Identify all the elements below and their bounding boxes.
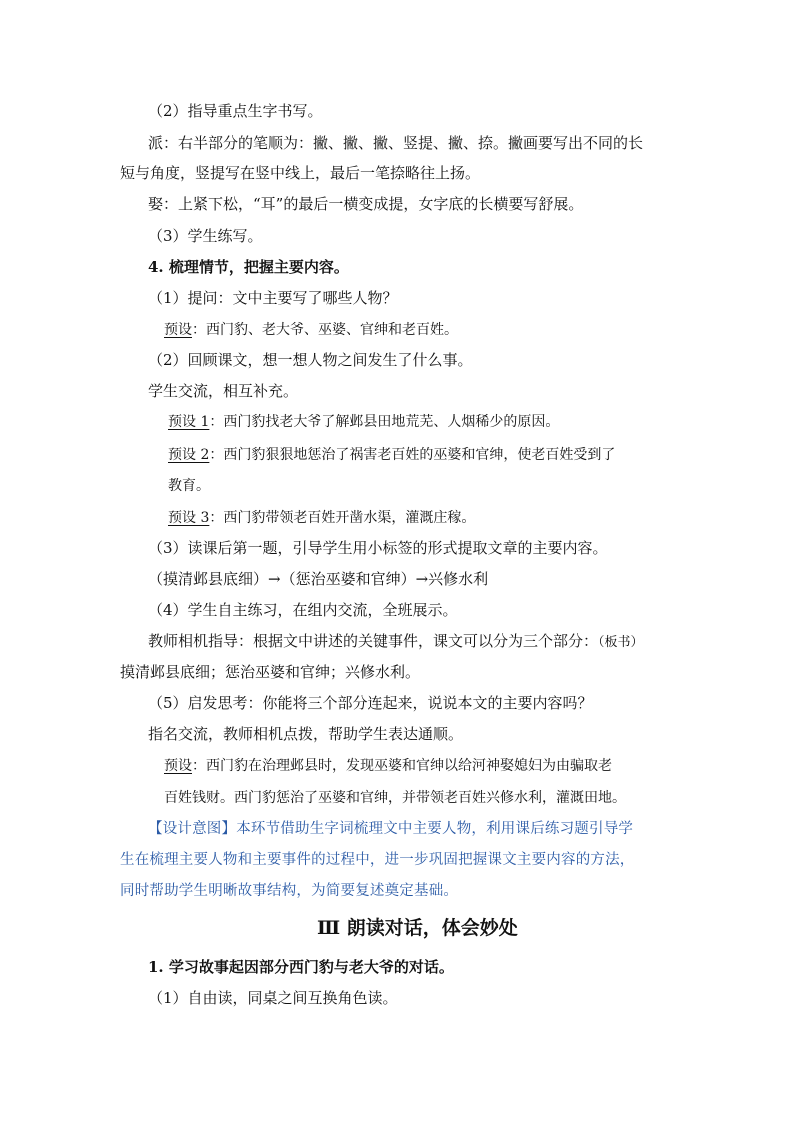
- text-line: （2）指导重点生字书写。: [148, 102, 323, 120]
- preset-line: [168, 412, 559, 432]
- text-line: 娶：上紧下松，“耳”的最后一横变成提，女字底的长横要写舒展。: [148, 195, 584, 213]
- text-line: （5）启发思考：你能将三个部分连起来，说说本文的主要内容吗？: [148, 694, 593, 712]
- preset-label: 预设 3: [168, 510, 210, 526]
- step-number: 1.: [148, 958, 164, 976]
- preset-line: [164, 320, 458, 340]
- step-title: 学习故事起因部分西门豹与老大爷的对话。: [168, 958, 454, 976]
- preset-text: ：西门豹狠狠地惩治了祸害老百姓的巫婆和官绅，使老百姓受到了: [209, 447, 616, 463]
- text-segment: 教师相机指导：根据文中讲述的关键事件，课文可以分为三个部分：: [148, 632, 599, 650]
- preset-line: 教育。: [168, 478, 210, 494]
- preset-line: [168, 445, 615, 465]
- preset-line: [164, 756, 612, 776]
- preset-label: 预设 1: [168, 414, 210, 430]
- preset-label: 预设: [164, 322, 192, 338]
- preset-text: ：西门豹、老大爷、巫婆、官绅和老百姓。: [192, 322, 458, 338]
- design-intent-line: 生在梳理主要人物和主要事件的过程中，进一步巩固把握课文主要内容的方法，: [120, 852, 635, 868]
- text-line: 短与角度，竖提写在竖中线上，最后一笔捺略往上扬。: [120, 164, 481, 182]
- preset-label: 预设 2: [168, 447, 210, 463]
- text-line: （3）学生练写。: [148, 227, 263, 245]
- step-title: 梳理情节，把握主要内容。: [168, 258, 349, 276]
- text-line: （2）回顾课文，想一想人物之间发生了什么事。: [148, 351, 473, 369]
- text-line: [148, 631, 644, 653]
- preset-label: 预设: [164, 758, 192, 774]
- design-intent-line: 【设计意图】本环节借助生字词梳理文中主要人物，利用课后练习题引导学: [148, 821, 634, 837]
- section-heading: Ⅲ 朗读对话，体会妙处: [317, 917, 518, 939]
- text-line: （1）自由读，同桌之间互换角色读。: [148, 989, 398, 1007]
- preset-text: ：西门豹在治理邺县时，发现巫婆和官绅以给河神娶媳妇为由骗取老: [192, 758, 612, 774]
- text-line: （4）学生自主练习，在组内交流，全班展示。: [148, 601, 458, 619]
- preset-line: 百姓钱财。西门豹惩治了巫婆和官绅，并带领老百姓兴修水利，灌溉田地。: [164, 790, 626, 806]
- preset-text: ：西门豹带领老百姓开凿水渠，灌溉庄稼。: [209, 510, 476, 526]
- step-number: 4.: [148, 258, 164, 276]
- design-intent-line: 同时帮助学生明晰故事结构，为简要复述奠定基础。: [120, 883, 459, 899]
- step-heading: [148, 957, 454, 977]
- text-line: （3）读课后第一题，引导学生用小标签的形式提取文章的主要内容。: [148, 539, 608, 557]
- text-line: （1）提问：文中主要写了哪些人物？: [148, 289, 398, 307]
- text-line: 派：右半部分的笔顺为：撇、撇、撇、竖提、撇、捺。撇画要写出不同的长: [148, 134, 644, 152]
- text-line: 摸清邺县底细；惩治巫婆和官绅；兴修水利。: [120, 663, 421, 681]
- text-line: 指名交流，教师相机点拨，帮助学生表达通顺。: [148, 725, 464, 743]
- text-line: 学生交流，相互补充。: [148, 382, 299, 400]
- step-heading: [148, 257, 349, 277]
- preset-line: [168, 508, 475, 528]
- preset-text: ：西门豹找老大爷了解邺县田地荒芜、人烟稀少的原因。: [209, 414, 560, 430]
- text-line: （摸清邺县底细）→（惩治巫婆和官绅）→兴修水利: [148, 570, 489, 588]
- board-note: （板书）: [598, 635, 644, 650]
